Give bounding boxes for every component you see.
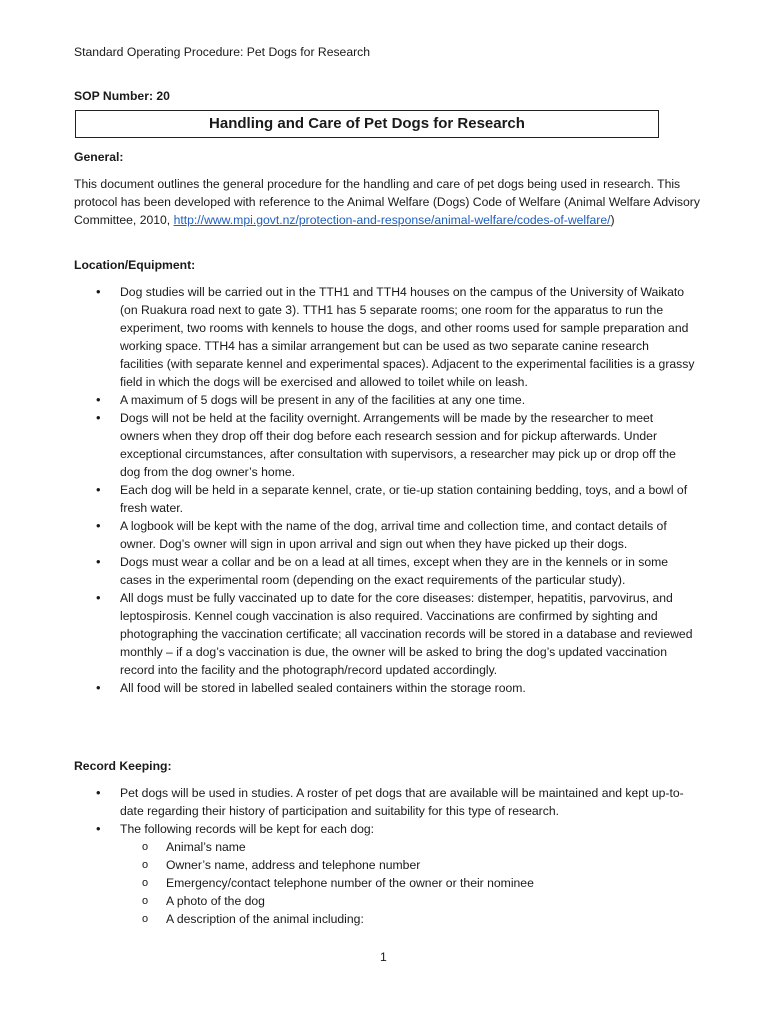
list-item: • Pet dogs will be used in studies. A roster of pet dogs that are available will be maintained and kept up-to-date regarding their history of participation and suitability for this type of research. bbox=[0, 784, 695, 820]
sub-list-item: o Animal’s name bbox=[120, 838, 695, 856]
page-number: 1 bbox=[380, 950, 387, 964]
list-item: • All food will be stored in labelled sealed containers within the storage room. bbox=[0, 679, 695, 697]
list-item: • Dogs must wear a collar and be on a lead at all times, except when they are in the kennels or in some cases in the experimental room (depending on the exact requirements of the particular study). bbox=[0, 553, 695, 589]
sop-number: SOP Number: 20 bbox=[74, 89, 170, 103]
list-item-text: The following records will be kept for each dog: bbox=[120, 822, 375, 836]
general-text-end: ) bbox=[610, 213, 615, 227]
list-item: • Dog studies will be carried out in the TTH1 and TTH4 houses on the campus of the University of Waikato (on Ruakura road next to gate 3). TTH1 has 5 separate rooms; one room for the apparatus to run the experiment, two rooms with kennels to house the dogs, and other rooms used for sample preparation and working space. TTH4 has a similar arrangement but can be used as two separate canine research facilities (with separate kennel and experimental spaces). Adjacent to the experimental facilities is a grassy field in which the dogs will be exercised and allowed to toilet while on leash. bbox=[0, 283, 695, 391]
sub-list-item: o A photo of the dog bbox=[120, 892, 695, 910]
section-heading-location: Location/Equipment: bbox=[74, 258, 196, 272]
section-heading-records: Record Keeping: bbox=[74, 759, 172, 773]
document-title-text: Handling and Care of Pet Dogs for Research bbox=[209, 115, 525, 132]
document-title bbox=[75, 110, 659, 138]
records-list bbox=[0, 784, 695, 928]
records-sub-list bbox=[120, 838, 695, 928]
list-item: • Dogs will not be held at the facility overnight. Arrangements will be made by the researcher to meet owners when they drop off their dog before each research session and for pickup afterwards. Under exceptional circumstances, after consultation with supervisors, a researcher may pick up or drop off the dog from the dog owner’s home. bbox=[0, 409, 695, 481]
list-item: • A maximum of 5 dogs will be present in any of the facilities at any one time. bbox=[0, 391, 695, 409]
general-paragraph bbox=[74, 175, 706, 229]
section-heading-general: General: bbox=[74, 150, 124, 164]
list-item: • All dogs must be fully vaccinated up to date for the core diseases: distemper, hepatitis, parvovirus, and leptospirosis. Kennel cough vaccination is also required. Vaccinations are confirmed by sighting and photographing the vaccination certificate; all vaccination records will be stored in a database and reviewed monthly – if a dog’s vaccination is due, the owner will be asked to bring the dog’s updated vaccination record into the facility and the photograph/record updated accordingly. bbox=[0, 589, 695, 679]
welfare-code-link[interactable]: http://www.mpi.govt.nz/protection-and-response/animal-welfare/codes-of-welfare/ bbox=[173, 213, 611, 227]
running-header: Standard Operating Procedure: Pet Dogs for Research bbox=[74, 45, 371, 59]
location-list bbox=[0, 283, 695, 697]
general-text: This document outlines the general procedure for the handling and care of pet dogs being used in research. This protocol has been developed with reference to the Animal Welfare (Dogs) Code of Welfare (Animal Welfare Advisory Committee, 2010, bbox=[74, 177, 700, 227]
list-item bbox=[0, 820, 695, 928]
list-item: • Each dog will be held in a separate kennel, crate, or tie-up station containing bedding, toys, and a bowl of fresh water. bbox=[0, 481, 695, 517]
sub-list-item: o A description of the animal including: bbox=[120, 910, 695, 928]
sub-list-item: o Emergency/contact telephone number of the owner or their nominee bbox=[120, 874, 695, 892]
sub-list-item: o Owner’s name, address and telephone number bbox=[120, 856, 695, 874]
list-item: • A logbook will be kept with the name of the dog, arrival time and collection time, and contact details of owner. Dog’s owner will sign in upon arrival and sign out when they have picked up their dogs. bbox=[0, 517, 695, 553]
